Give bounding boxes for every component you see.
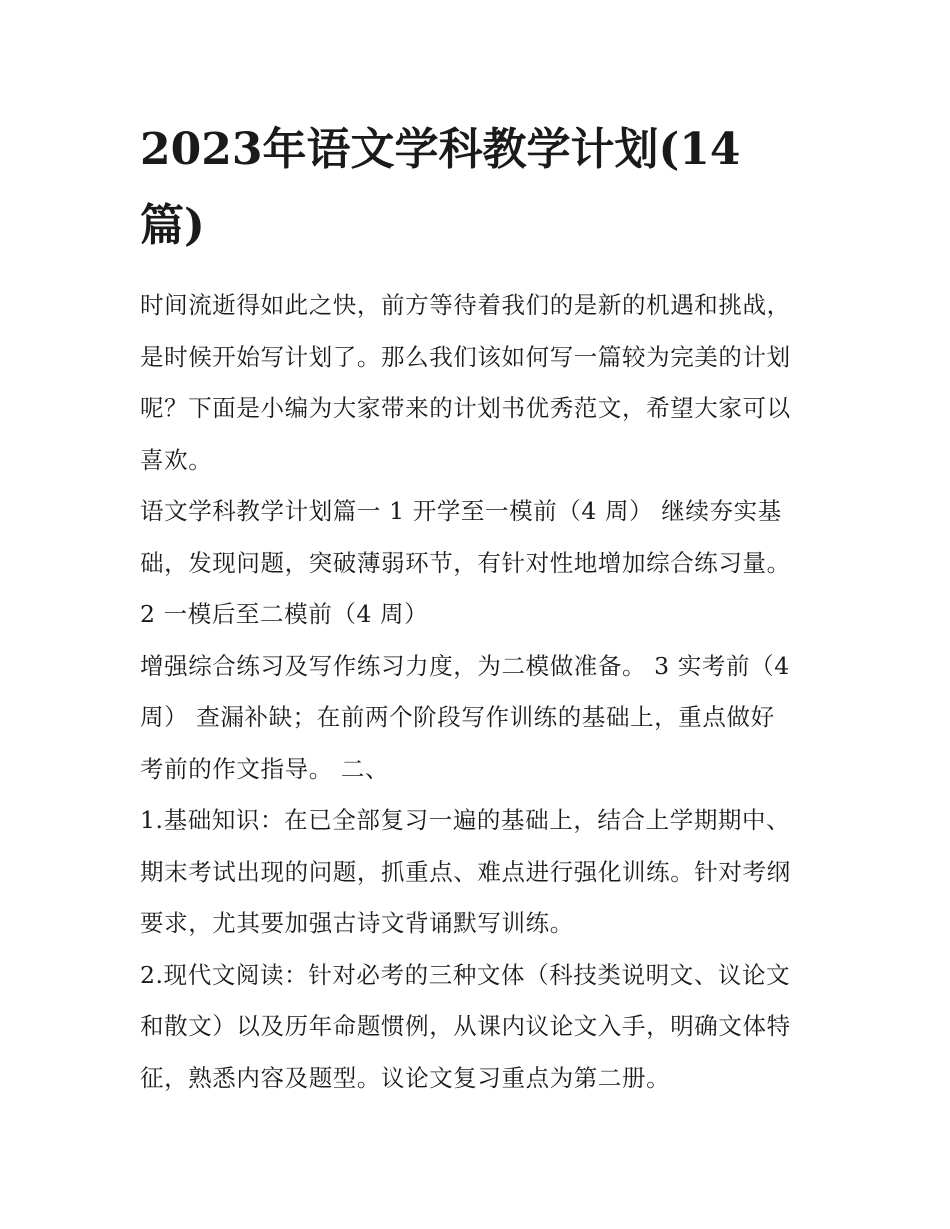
text-line: 呢？下面是小编为大家带来的计划书优秀范文，希望大家可以 <box>140 394 791 422</box>
text-line: 增强综合练习及写作练习力度，为二模做准备。 3 实考前（4 <box>140 651 790 680</box>
title-line: 篇) <box>140 200 205 251</box>
text-line: 考前的作文指导。 二、 <box>140 754 390 783</box>
text-line: 2 一模后至二模前（4 周） <box>140 600 429 628</box>
text-line: 周） 查漏补缺；在前两个阶段写作训练的基础上，重点做好 <box>140 703 775 731</box>
basics-paragraph <box>140 795 830 950</box>
text-line: 1.基础知识：在已全部复习一遍的基础上，结合上学期期中、 <box>140 806 791 834</box>
text-line: 是时候开始写计划了。那么我们该如何写一篇较为完美的计划 <box>140 342 791 371</box>
text-line: 期末考试出现的问题，抓重点、难点进行强化训练。针对考纲 <box>140 857 791 886</box>
reading-paragraph <box>140 950 830 1105</box>
text-line: 征，熟悉内容及题型。议论文复习重点为第二册。 <box>140 1063 671 1092</box>
plan-stage-paragraph <box>140 641 830 796</box>
title-line: 2023年语文学科教学计划(14 <box>140 124 741 175</box>
document-page <box>140 112 830 1104</box>
text-line: 语文学科教学计划篇一 1 开学至一模前（4 周） 继续夯实基 <box>140 497 782 525</box>
text-line: 要求，尤其要加强古诗文背诵默写训练。 <box>140 909 574 937</box>
text-line: 喜欢。 <box>140 445 213 474</box>
intro-paragraph <box>140 280 830 486</box>
document-body <box>140 280 830 1104</box>
text-line: 2.现代文阅读：针对必考的三种文体（科技类说明文、议论文 <box>140 960 791 989</box>
text-line: 和散文）以及历年命题惯例，从课内议论文入手，明确文体特 <box>140 1012 791 1040</box>
document-title <box>140 112 830 264</box>
text-line: 时间流逝得如此之快，前方等待着我们的是新的机遇和挑战， <box>140 291 791 319</box>
text-line: 础，发现问题，突破薄弱环节，有针对性地增加综合练习量。 <box>140 548 791 577</box>
plan-stage-paragraph <box>140 486 830 641</box>
